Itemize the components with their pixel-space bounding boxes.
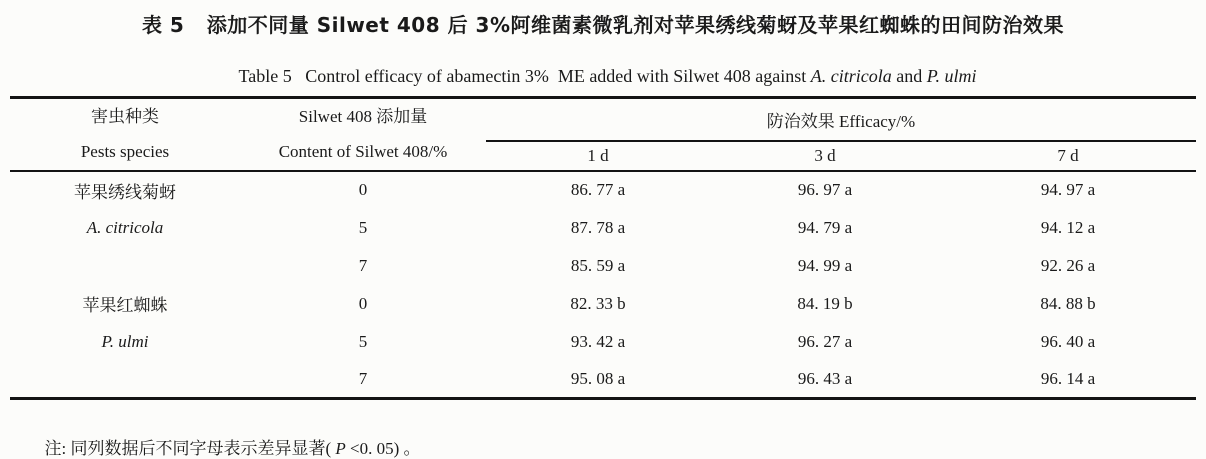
footnote-suffix: <0. 05) 。 — [345, 439, 421, 458]
table-body — [10, 171, 1196, 399]
title-en-prefix: Table 5 Control efficacy of abamectin 3% ME added with Silwet 408 against — [238, 66, 811, 86]
cell-efficacy-7d: 84. 88 b — [1040, 293, 1096, 313]
cell-efficacy-1d: 93. 42 a — [570, 331, 626, 351]
header-day-7: 7 d — [1057, 145, 1079, 165]
cell-pest: P. ulmi — [101, 331, 149, 351]
table-row — [10, 171, 1196, 209]
table-title-zh: 表 5 添加不同量 Silwet 408 后 3%阿维菌素微乳剂对苹果绣线菊蚜及苹果红蜘蛛的田间防治效果 — [141, 13, 1065, 37]
cell-pest: A. citricola — [86, 217, 164, 237]
cell-efficacy-1d: 87. 78 a — [570, 217, 626, 237]
footnote-prefix: 注: 同列数据后不同字母表示差异显著( — [44, 439, 336, 458]
cell-efficacy-3d: 96. 97 a — [797, 180, 853, 199]
table-header — [10, 98, 1196, 171]
cell-efficacy-1d: 86. 77 a — [570, 180, 626, 199]
title-species-citricola: A. citricola — [810, 66, 892, 86]
title-en-mid: and — [891, 66, 927, 86]
table-row — [10, 323, 1196, 361]
cell-content: 7 — [358, 255, 368, 275]
cell-efficacy-1d: 95. 08 a — [570, 368, 626, 388]
header-silwet-content — [240, 98, 486, 171]
table-container — [10, 96, 1196, 400]
cell-efficacy-3d: 84. 19 b — [797, 293, 853, 313]
cell-content: 0 — [358, 293, 368, 313]
cell-efficacy-7d: 96. 14 a — [1040, 368, 1096, 388]
cell-content: 7 — [358, 368, 368, 388]
title-species-ulmi: P. ulmi — [926, 66, 977, 86]
cell-efficacy-7d: 96. 40 a — [1040, 331, 1096, 351]
data-table — [10, 96, 1196, 400]
header-pest-en: Pests species — [80, 142, 170, 162]
cell-efficacy-3d: 96. 43 a — [797, 368, 853, 388]
cell-pest: 苹果绣线菊蚜 — [74, 182, 176, 202]
cell-efficacy-3d: 94. 99 a — [797, 255, 853, 275]
header-content-zh: Silwet 408 添加量 — [298, 107, 428, 127]
cell-content: 5 — [358, 331, 368, 351]
header-content-en: Content of Silwet 408/% — [278, 142, 448, 162]
cell-efficacy-7d: 94. 97 a — [1040, 180, 1096, 199]
table-row — [10, 285, 1196, 323]
cell-efficacy-7d: 94. 12 a — [1040, 217, 1096, 237]
cell-efficacy-3d: 94. 79 a — [797, 217, 853, 237]
cell-pest — [10, 247, 240, 285]
table-row — [10, 361, 1196, 399]
header-day-1: 1 d — [587, 145, 609, 165]
table-title-en — [0, 45, 1206, 87]
table-row — [10, 209, 1196, 247]
cell-pest: 苹果红蜘蛛 — [82, 296, 168, 315]
table-row — [10, 247, 1196, 285]
cell-efficacy-1d: 85. 59 a — [570, 255, 626, 275]
header-efficacy-group: 防治效果 Efficacy/% — [486, 98, 1196, 141]
footnote-p-symbol: P — [335, 439, 346, 458]
header-day-3: 3 d — [814, 145, 836, 165]
cell-efficacy-3d: 96. 27 a — [797, 331, 853, 351]
cell-content: 0 — [358, 180, 368, 199]
header-pest-zh: 害虫种类 — [91, 107, 159, 127]
header-row-main — [10, 98, 1196, 141]
cell-efficacy-1d: 82. 33 b — [570, 293, 626, 313]
table-footnote — [36, 414, 1206, 459]
cell-pest — [10, 361, 240, 399]
cell-efficacy-7d: 92. 26 a — [1040, 255, 1096, 275]
cell-content: 5 — [358, 217, 368, 237]
header-pest-species — [10, 98, 240, 171]
